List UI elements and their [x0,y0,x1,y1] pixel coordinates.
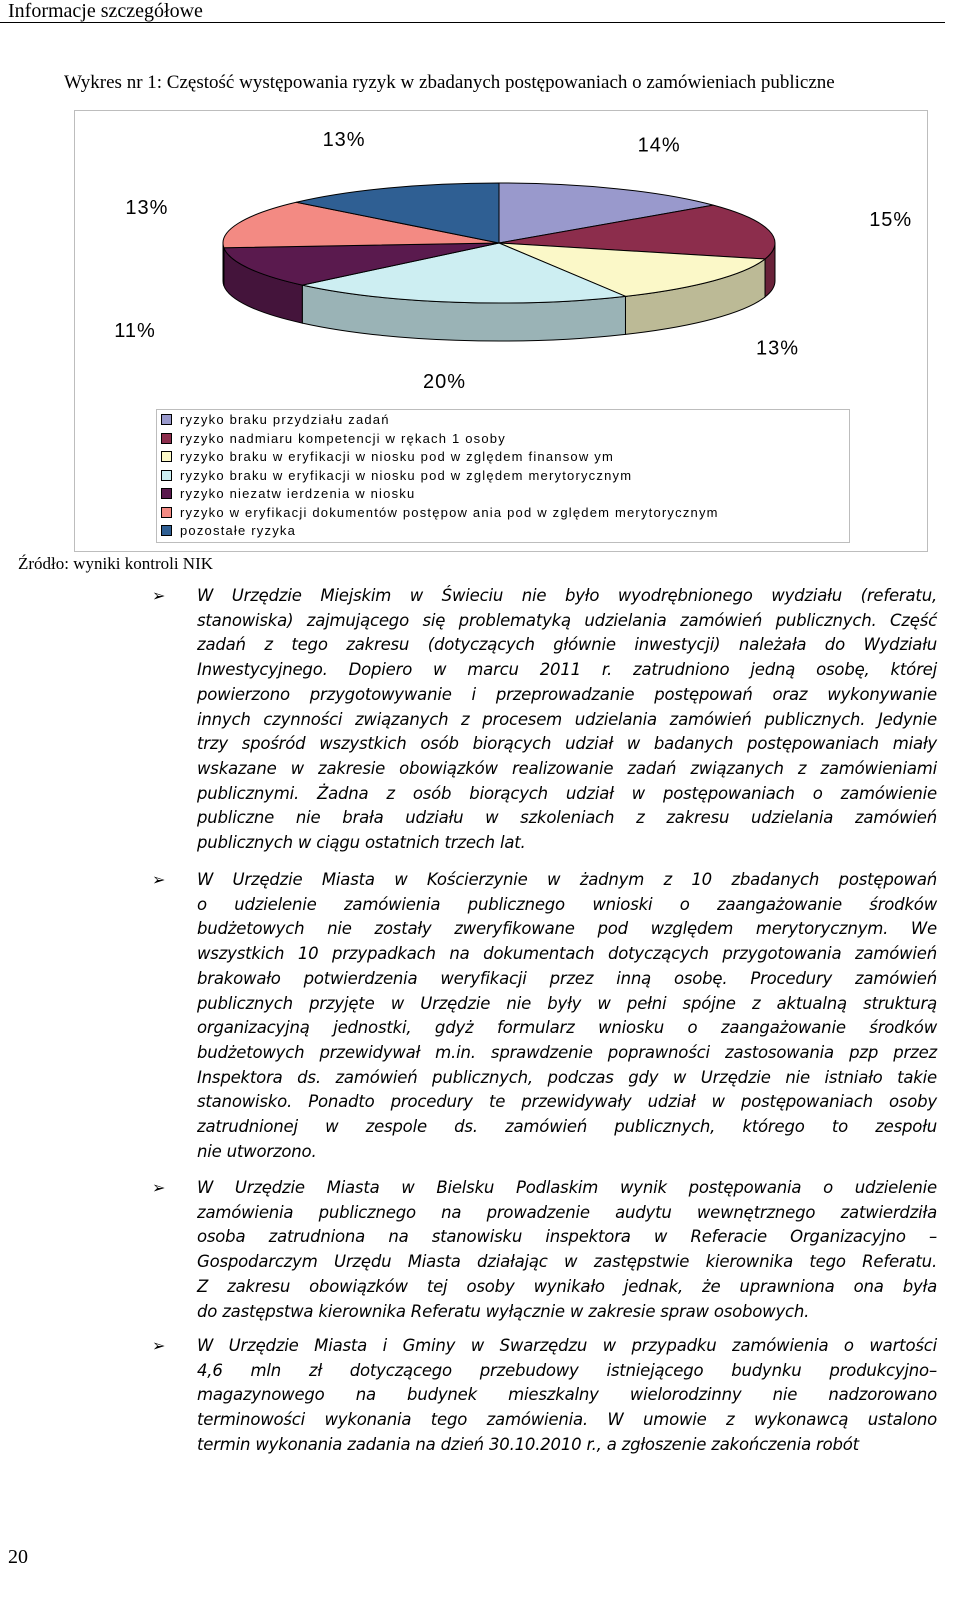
paragraph-line: publicznych przyjęte w Urzędzie nie były w pełni spójne z aktualną strukturą [197,993,937,1013]
pie-chart [75,111,927,401]
paragraph-line: publiczne nie brała udziału w szkoleniach z zakresu udzielania zamówień [197,808,937,828]
pie-slice-label: 13% [322,129,366,152]
header-title: Informacje szczegółowe [8,0,203,22]
pie-slice-side [223,243,224,286]
legend-swatch [161,507,172,518]
paragraph-line: do zastępstwa kierownika Referatu wyłącznie w zakresie spraw osobowych. [197,1301,810,1321]
legend-swatch [161,488,172,499]
bullet-marker-4: ➢ [152,1336,166,1355]
paragraph-line: Inwestycyjnego. Dopiero w marcu 2011 r. zatrudniono jedną osobę, której [197,660,937,680]
paragraph-line: osoba zatrudniona na stanowisku inspektora w Referacie Organizacyjno – [197,1227,937,1247]
paragraph-bielsk-podlaski [197,1176,937,1324]
paragraph-line: publicznych w ciągu ostatnich trzech lat. [197,833,526,853]
paragraph-line: organizacyjną jednostki, gdyż formularz wniosku o zaangażowanie środków [197,1018,937,1038]
paragraph-line: wszystkich 10 przypadkach na dokumentach dotyczących przygotowania zamówień [197,944,937,964]
pie-slice-label: 15% [869,208,913,231]
paragraph-line: trzy spośród wszystkich osób biorących udział w badanych postępowaniach miały [197,734,937,754]
page-header [0,0,945,23]
paragraph-line: budżetowych nie zostały zweryfikowane pod względem merytorycznym. We [197,919,937,939]
paragraph-line: innych czynności związanych z procesem udzielania zamówień publicznych. Jedynie [197,709,937,729]
paragraph-line: stanowisko. Ponadto procedury te przewidywały udział w postępowaniach osoby [197,1092,937,1112]
paragraph-line: W Urzędzie Miasta w Bielsku Podlaskim wynik postępowania o udzielenie [197,1178,937,1197]
paragraph-line: Gospodarczym Urzędu Miasta działając w zastępstwie kierownika tego Referatu. [197,1252,937,1272]
paragraph-line: o udzielenie zamówienia publicznego wnioski o zaangażowanie środków [197,894,937,914]
paragraph-line: brakowało potwierdzenia weryfikacji przez inną osobę. Procedury zamówień [197,968,937,988]
source-note: Źródło: wyniki kontroli NIK [18,554,214,573]
legend-swatch [161,433,172,444]
paragraph-line: budżetowych przewidywał m.in. sprawdzenie poprawności zastosowania pzp przez [197,1042,937,1062]
pie-slice-label: 11% [114,319,156,342]
legend-item [161,468,632,486]
legend-item [161,412,390,430]
paragraph-line: wskazane w zakresie obowiązków realizowanie zadań związanych z zamówieniami [197,758,937,778]
legend-swatch [161,470,172,481]
pie-slice-label: 13% [755,337,799,360]
paragraph-line: nie utworzono. [197,1141,317,1161]
paragraph-line: zadań z tego zakresu (dotyczących głównie inwestycji) należała do Wydziału [197,635,937,655]
bullet-marker-2: ➢ [152,870,166,889]
pie-slice-label: 20% [422,370,467,393]
legend-label: ryzyko w eryfikacji dokumentów postępow ania pod w zględem merytorycznym [180,504,719,520]
paragraph-line: magazynowego na budynek mieszkalny wielorodzinny nie nadzorowano [197,1385,937,1405]
paragraph-line: 4,6 mln zł dotyczącego przebudowy istniejącego budynku produkcyjno– [197,1360,937,1380]
chart-frame [74,110,928,552]
legend-label: ryzyko nadmiaru kompetencji w rękach 1 osoby [180,430,506,446]
legend-label: pozostałe ryzyka [180,523,297,538]
paragraph-line: stanowiska) zajmującego się problematyką udzielania zamówień publicznych. Część [197,610,937,630]
legend-label: ryzyko braku w eryfikacji w niosku pod w zględem finansow ym [180,449,614,464]
legend-swatch [161,414,172,425]
paragraph-koscierzyna [197,868,937,1164]
legend-item [161,523,296,541]
legend-item [161,431,506,449]
paragraph-line: zamówienia publicznego na prowadzenie audytu wewnętrznego zatwierdziła [197,1202,937,1222]
paragraph-line: W Urzędzie Miasta w Kościerzynie w żadnym z 10 zbadanych postępowań [197,870,937,889]
bullet-marker-3: ➢ [152,1178,166,1197]
paragraph-line: publicznymi. Żadna z osób biorących udział w postępowaniach o zamówienie [197,783,937,803]
paragraph-line: W Urzędzie Miejskim w Świeciu nie było wyodrębnionego wydziału (referatu, [197,586,937,605]
paragraph-line: termin wykonania zadania na dzień 30.10.2010 r., a zgłoszenie zakończenia robót [197,1434,859,1454]
legend-item [161,505,719,523]
paragraph-line: zatrudnionej w zespole ds. zamówień publicznych, którego to zespołu [197,1117,937,1137]
paragraph-line: Inspektora ds. zamówień publicznych, podczas gdy w Urzędzie nie istniało takie [197,1067,937,1087]
paragraph-line: terminowości wykonania tego zamówienia. W umowie z wykonawcą ustalono [197,1410,937,1430]
chart-caption: Wykres nr 1: Częstość występowania ryzyk w zbadanych postępowaniach o zamówieniach publiczne [64,72,835,93]
legend-swatch [161,451,172,462]
legend-swatch [161,525,172,536]
paragraph-swiecie [197,584,937,856]
paragraph-line: powierzono przygotowywanie i przeprowadzanie postępowań oraz wykonywanie [197,684,937,704]
chart-legend [156,409,850,543]
pie-slice-label: 14% [637,134,681,157]
legend-label: ryzyko niezatw ierdzenia w niosku [180,486,416,501]
legend-label: ryzyko braku w eryfikacji w niosku pod w zględem merytorycznym [180,467,633,483]
paragraph-line: W Urzędzie Miasta i Gminy w Swarzędzu w przypadku zamówienia o wartości [197,1336,937,1355]
legend-item [161,486,415,504]
page-number: 20 [8,1546,28,1568]
legend-label: ryzyko braku przydziału zadań [180,412,390,427]
pie-slice-label: 13% [125,197,169,220]
paragraph-swarzedz [197,1334,937,1458]
bullet-marker-1: ➢ [152,586,166,605]
paragraph-line: Z zakresu obowiązków tej osoby wynikało jednak, że uprawniona ona była [197,1276,937,1296]
legend-item [161,449,614,467]
